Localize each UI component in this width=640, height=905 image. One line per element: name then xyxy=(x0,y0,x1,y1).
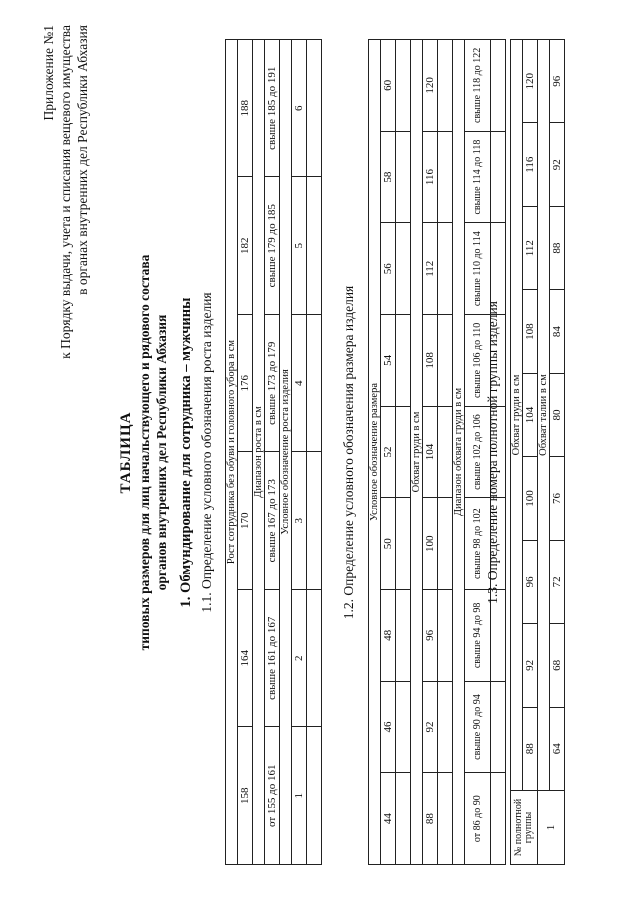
table-cell-empty xyxy=(396,590,411,682)
table3-caption: 1.3. Определение номера полнотной группы изделия xyxy=(485,301,500,604)
document-subtitle-line: органов внутренних дел Республики Абхазия xyxy=(154,314,169,591)
appendix-line: в органах внутренних дел Республики Абхазия xyxy=(75,25,90,295)
table-cell: 84 xyxy=(550,290,565,373)
table-cell: 100 xyxy=(523,457,538,540)
table-cell: от 155 до 161 xyxy=(265,727,280,865)
group-label-header: № полнотной группы xyxy=(511,791,538,865)
table-cell: 158 xyxy=(238,727,253,865)
table-cell: свыше 185 до 191 xyxy=(265,40,280,178)
table-cell-empty xyxy=(438,131,453,223)
table-cell-empty xyxy=(396,498,411,590)
table2-caption: 1.2. Определение условного обозначения размера изделия xyxy=(341,285,356,620)
table-cell: свыше 102 до 106 xyxy=(465,406,491,498)
table-cell: 92 xyxy=(550,123,565,206)
table-cell: 5 xyxy=(292,177,307,315)
table-header: Диапазон роста в см xyxy=(253,40,265,865)
table-header: Условное обозначение роста изделия xyxy=(280,40,292,865)
table-cell: 72 xyxy=(550,540,565,623)
table-cell-empty xyxy=(396,131,411,223)
table-cell: 88 xyxy=(423,773,438,865)
table-cell: 4 xyxy=(292,315,307,453)
table-cell-empty xyxy=(307,40,322,178)
appendix-line: к Порядку выдачи, учета и списания вещевого имущества xyxy=(58,25,73,359)
table-cell-empty xyxy=(307,177,322,315)
appendix-line: Приложение №1 xyxy=(41,25,56,121)
table-cell-empty xyxy=(307,452,322,590)
table-cell: 6 xyxy=(292,40,307,178)
table-cell-empty xyxy=(396,315,411,407)
table-cell-empty xyxy=(438,773,453,865)
table-cell: 112 xyxy=(423,223,438,315)
table-cell: 56 xyxy=(381,223,396,315)
table-cell: 44 xyxy=(381,773,396,865)
table-cell: 108 xyxy=(423,315,438,407)
table-cell-empty xyxy=(396,40,411,132)
table-cell: 96 xyxy=(423,590,438,682)
table-cell: 52 xyxy=(381,406,396,498)
table-cell: 182 xyxy=(238,177,253,315)
table-cell: 68 xyxy=(550,624,565,707)
table-cell-empty xyxy=(307,727,322,865)
table-cell: 50 xyxy=(381,498,396,590)
table-cell: свыше 106 до 110 xyxy=(465,315,491,407)
table-cell-empty xyxy=(438,498,453,590)
table-cell: 76 xyxy=(550,457,565,540)
table-cell: 188 xyxy=(238,40,253,178)
table-header: Диапазон обхвата груди в см xyxy=(453,40,465,865)
table-cell: 92 xyxy=(523,624,538,707)
table-header: Обхват талии в см xyxy=(538,40,550,791)
table-cell: 54 xyxy=(381,315,396,407)
table-cell: 108 xyxy=(523,290,538,373)
table-cell: свыше 98 до 102 xyxy=(465,498,491,590)
table-cell: свыше 167 до 173 xyxy=(265,452,280,590)
table-cell-empty xyxy=(438,681,453,773)
table-header: Рост сотрудника без обуви и головного убора в см xyxy=(226,40,238,865)
table1-caption: 1.1. Определение условного обозначения роста изделия xyxy=(199,292,214,613)
table-cell: 116 xyxy=(523,123,538,206)
table-cell: 96 xyxy=(550,40,565,124)
fullness-group-table xyxy=(510,39,565,865)
table-cell: 176 xyxy=(238,315,253,453)
table-header: Обхват груди в см xyxy=(511,40,523,791)
table-cell: 88 xyxy=(523,707,538,790)
table-header: Обхват груди в см xyxy=(411,40,423,865)
height-table xyxy=(225,39,322,865)
table-cell: 112 xyxy=(523,206,538,289)
table-cell: 3 xyxy=(292,452,307,590)
table-cell: 170 xyxy=(238,452,253,590)
table-cell: свыше 110 до 114 xyxy=(465,223,491,315)
table-cell: свыше 118 до 122 xyxy=(465,40,491,132)
table-cell: свыше 161 до 167 xyxy=(265,590,280,728)
table-cell-empty xyxy=(307,590,322,728)
table-cell-empty xyxy=(438,223,453,315)
table-cell: 116 xyxy=(423,131,438,223)
table-cell-empty xyxy=(438,315,453,407)
table-cell: свыше 173 до 179 xyxy=(265,315,280,453)
appendix-note xyxy=(40,25,91,445)
table-cell: свыше 94 до 98 xyxy=(465,590,491,682)
table-cell-empty xyxy=(438,590,453,682)
table-cell-empty xyxy=(396,681,411,773)
table-cell: 104 xyxy=(523,373,538,456)
table-cell: 58 xyxy=(381,131,396,223)
table-cell: 120 xyxy=(423,40,438,132)
table-cell-empty xyxy=(438,406,453,498)
document-title: ТАБЛИЦА xyxy=(118,411,134,494)
table-cell-empty xyxy=(438,40,453,132)
table-cell: свыше 90 до 94 xyxy=(465,681,491,773)
table-cell-empty xyxy=(396,223,411,315)
group-number: 1 xyxy=(538,791,565,865)
table-cell: свыше 114 до 118 xyxy=(465,131,491,223)
table-cell: 60 xyxy=(381,40,396,132)
table-cell: 48 xyxy=(381,590,396,682)
table-cell: 164 xyxy=(238,590,253,728)
table-cell: 80 xyxy=(550,373,565,456)
table-cell: от 86 до 90 xyxy=(465,773,491,865)
document-subtitle-line: типовых размеров для лиц начальствующего и рядового состава xyxy=(137,254,152,651)
table-cell: 46 xyxy=(381,681,396,773)
table-header: Условное обозначение размера xyxy=(369,40,381,865)
table-cell: 120 xyxy=(523,40,538,124)
table-cell: 1 xyxy=(292,727,307,865)
table-cell-empty xyxy=(396,773,411,865)
table-cell-empty xyxy=(307,315,322,453)
table-cell: 92 xyxy=(423,681,438,773)
table-cell: 96 xyxy=(523,540,538,623)
table-cell: 104 xyxy=(423,406,438,498)
table-cell: 64 xyxy=(550,707,565,790)
table-cell: 2 xyxy=(292,590,307,728)
section-title: 1. Обмундирование для сотрудника – мужчины xyxy=(178,297,194,608)
table-cell-empty xyxy=(396,406,411,498)
table-cell: свыше 179 до 185 xyxy=(265,177,280,315)
table-cell: 88 xyxy=(550,206,565,289)
table-cell: 100 xyxy=(423,498,438,590)
